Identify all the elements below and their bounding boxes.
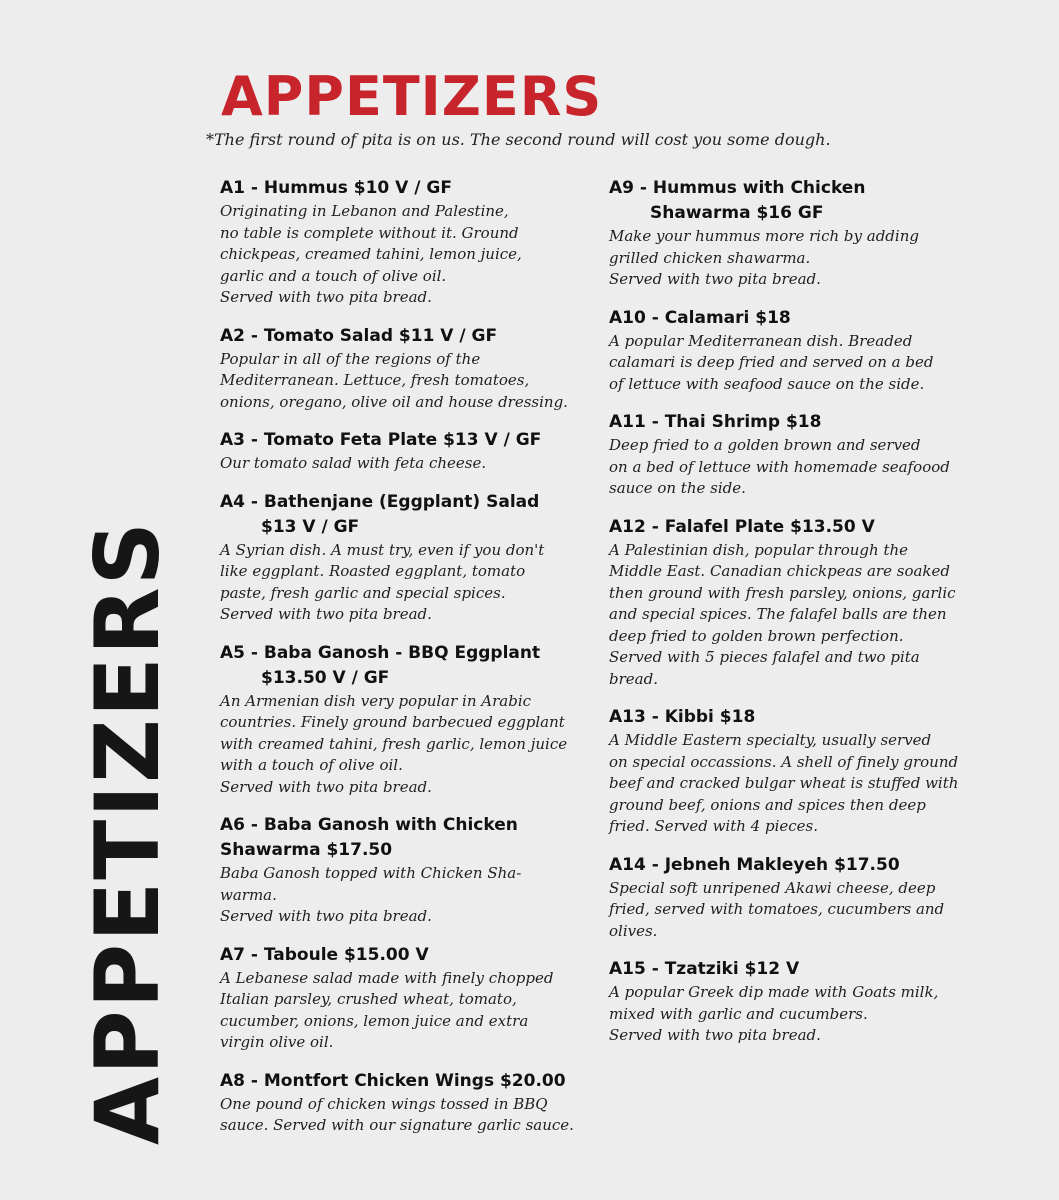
menu-item-description: Make your hummus more rich by adding grilled chicken shawarma. Served with two pita bread. (609, 227, 919, 288)
menu-item-description: Popular in all of the regions of the Mediterranean. Lettuce, fresh tomatoes, onions, oregano, olive oil and house dressing. (220, 349, 568, 411)
menu-item (220, 176, 592, 309)
menu-item-price-line: Shawarma $16 GF (650, 203, 824, 223)
menu-item-description: An Armenian dish very popular in Arabic countries. Finely ground barbecued eggplant with creamed tahini, fresh garlic, lemon juice with a touch of olive oil. Served with two pita bread. (220, 691, 568, 796)
menu-item-heading (220, 176, 592, 201)
menu-column-left (220, 176, 592, 1152)
menu-item-description: A popular Mediterranean dish. Breaded calamari is deep fried and served on a bed of lettuce with seafood sauce on the side. (609, 331, 934, 393)
menu-item-heading (220, 324, 592, 349)
menu-item-heading (609, 306, 1004, 331)
menu-item-name-price: A15 - Tzatziki $12 V (609, 959, 800, 979)
menu-item-name-price: A12 - Falafel Plate $13.50 V (609, 516, 875, 537)
menu-item-heading (609, 515, 1004, 540)
menu-item (220, 1069, 592, 1137)
menu-item-price-line: $13 V / GF (261, 516, 360, 537)
menu-item-heading (220, 428, 592, 453)
menu-item-description: Special soft unripened Akawi cheese, deep fried, served with tomatoes, cucumbers and olives. (609, 878, 945, 940)
menu-item-heading (220, 641, 592, 691)
menu-item-name-price: A7 - Taboule $15.00 V (220, 944, 429, 965)
page-subtitle: *The first round of pita is on us. The second round will cost you some dough. (206, 130, 831, 149)
page-title: APPETIZERS (221, 65, 603, 128)
menu-item-name-price: A10 - Calamari $18 (609, 307, 791, 328)
menu-item-heading (220, 813, 592, 863)
menu-item-heading (609, 957, 1004, 982)
menu-item (609, 306, 1004, 396)
menu-item-name-price: A4 - Bathenjane (Eggplant) Salad (220, 491, 540, 512)
menu-item-name-price: A1 - Hummus $10 V / GF (220, 178, 452, 198)
menu-item-description: Baba Ganosh topped with Chicken Sha- warma. Served with two pita bread. (220, 864, 522, 925)
menu-item (609, 515, 1004, 691)
menu-item-heading (609, 853, 1004, 878)
menu-item-name-price: A6 - Baba Ganosh with Chicken Shawarma $17.50 (220, 815, 518, 860)
menu-item (609, 410, 1004, 500)
menu-item (220, 641, 592, 799)
menu-item-heading (220, 943, 592, 968)
menu-item (609, 705, 1004, 838)
menu-item-price-line: $13.50 V / GF (261, 667, 390, 688)
menu-item-name-price: A8 - Montfort Chicken Wings $20.00 (220, 1070, 566, 1091)
menu-item (220, 490, 592, 626)
menu-item-name-price: A3 - Tomato Feta Plate $13 V / GF (220, 430, 542, 450)
menu-item-heading (220, 490, 592, 540)
menu-item-name-price: A9 - Hummus with Chicken (609, 178, 866, 198)
menu-item (220, 324, 592, 414)
menu-item-name-price: A14 - Jebneh Makleyeh $17.50 (609, 854, 900, 875)
menu-item-heading (609, 705, 1004, 730)
menu-item (609, 957, 1004, 1047)
menu-item (220, 428, 592, 475)
menu-item-description: A Palestinian dish, popular through the Middle East. Canadian chickpeas are soaked then ground with fresh parsley, onions, garlic and special spices. The falafel balls are then deep fried to golden brown perfection. Served with 5 pieces falafel and two pita bread. (609, 540, 956, 688)
menu-item-description: A popular Greek dip made with Goats milk, mixed with garlic and cucumbers. Served with two pita bread. (609, 983, 939, 1044)
side-title: APPETIZERS (76, 519, 179, 1145)
menu-item-heading (220, 1069, 592, 1094)
menu-item-description: One pound of chicken wings tossed in BBQ sauce. Served with our signature garlic sauce. (220, 1094, 574, 1134)
menu-item-description: A Syrian dish. A must try, even if you don't like eggplant. Roasted eggplant, tomato paste, fresh garlic and special spices. Served with two pita bread. (220, 540, 545, 623)
menu-item (220, 943, 592, 1054)
menu-item-name-price: A2 - Tomato Salad $11 V / GF (220, 325, 498, 346)
menu-item (609, 176, 1004, 291)
menu-item-description: A Lebanese salad made with finely chopped Italian parsley, crushed wheat, tomato, cucumber, onions, lemon juice and extra virgin olive oil. (220, 968, 554, 1051)
menu-item-description: A Middle Eastern specialty, usually served on special occassions. A shell of finely ground beef and cracked bulgar wheat is stuffed with ground beef, onions and spices then deep fried. Served with 4 pieces. (609, 731, 959, 835)
menu-item (609, 853, 1004, 943)
menu-item-heading (609, 176, 1004, 226)
menu-item-heading (609, 410, 1004, 435)
menu-item (220, 813, 592, 928)
menu-item-name-price: A13 - Kibbi $18 (609, 707, 756, 727)
menu-item-name-price: A11 - Thai Shrimp $18 (609, 412, 822, 432)
menu-item-description: Originating in Lebanon and Palestine, no table is complete without it. Ground chickpeas, creamed tahini, lemon juice, garlic and a touch of olive oil. Served with two pita bread. (220, 202, 522, 306)
menu-item-name-price: A5 - Baba Ganosh - BBQ Eggplant (220, 642, 541, 663)
menu-item-description: Our tomato salad with feta cheese. (220, 454, 487, 472)
menu-column-right (609, 176, 1004, 1062)
menu-item-description: Deep fried to a golden brown and served on a bed of lettuce with homemade seafoood sauce on the side. (609, 436, 950, 497)
